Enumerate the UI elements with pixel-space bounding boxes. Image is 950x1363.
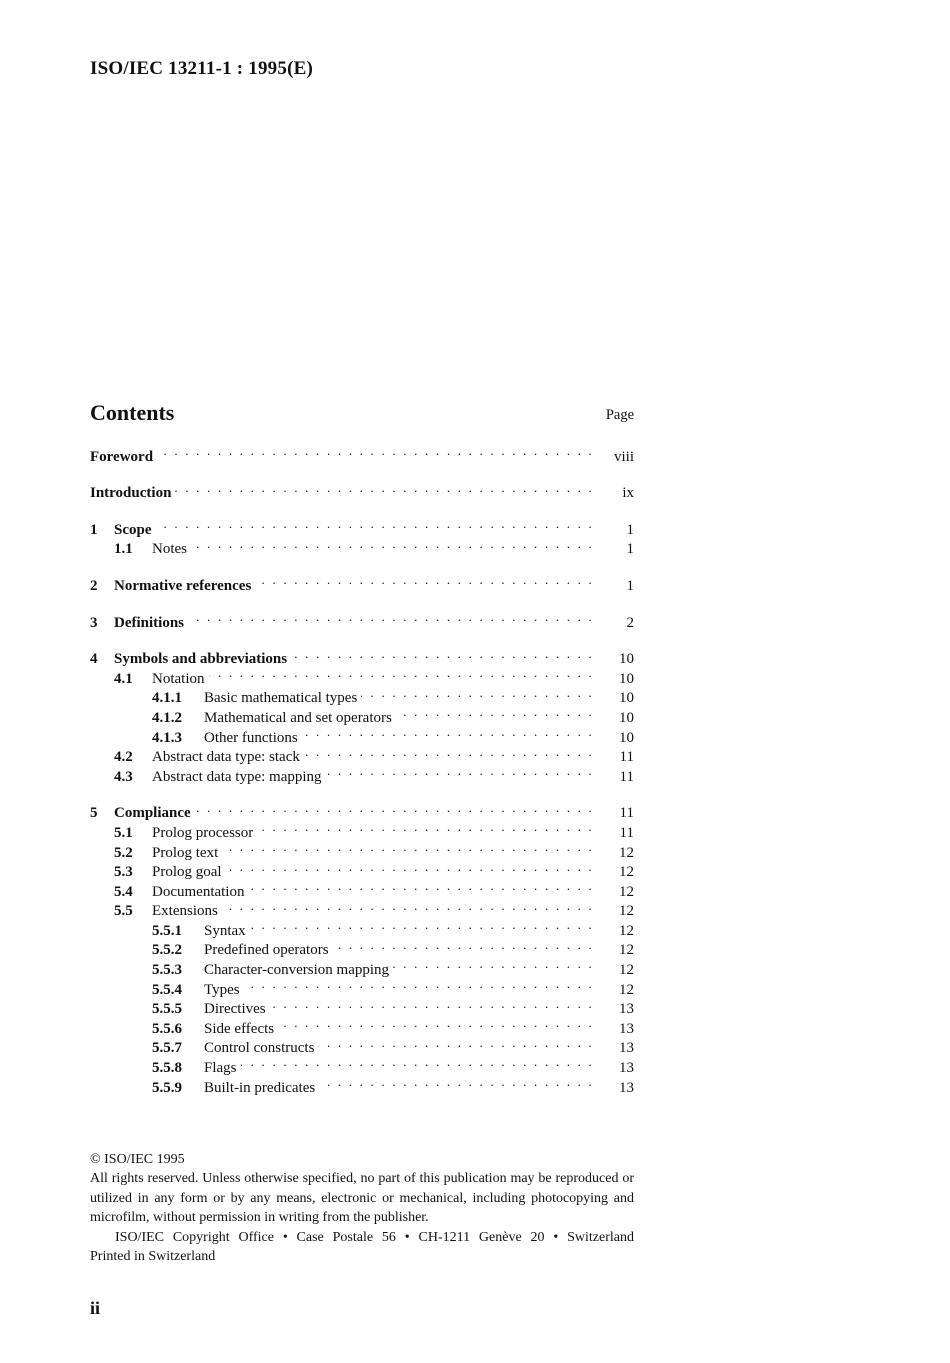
toc-entry-title: Extensions [152, 903, 218, 920]
toc-entry-page: 10 [619, 709, 634, 726]
toc-entry-number: 5.3 [114, 864, 133, 881]
toc-dot-leader [318, 1033, 594, 1053]
toc-dot-leader [291, 644, 594, 664]
toc-entry-number: 1.1 [114, 541, 133, 558]
toc-dot-leader [270, 994, 594, 1014]
toc-entry-title: Side effects [204, 1020, 275, 1037]
toc-entry-number: 3 [90, 614, 98, 631]
toc-entry-title: Flags [204, 1060, 237, 1077]
toc-dot-leader [250, 915, 594, 935]
toc-entry-number: 5.5 [114, 903, 133, 920]
toc-entry[interactable] [90, 857, 634, 881]
toc-entry-number: 4.2 [114, 749, 133, 766]
printed-in: Printed in Switzerland [90, 1249, 216, 1265]
toc-entry-title: Introduction [90, 485, 172, 502]
page-number: ii [90, 1298, 101, 1318]
toc-entry[interactable] [90, 441, 634, 465]
toc-entry-page: 12 [619, 844, 634, 861]
copyright-block [90, 1150, 634, 1266]
toc-entry[interactable] [90, 817, 634, 841]
toc-entry-title: Foreword [90, 448, 154, 465]
toc-entry[interactable] [90, 1013, 634, 1037]
toc-entry-number: 4.3 [114, 768, 133, 785]
toc-entry-number: 5 [90, 805, 98, 822]
toc-entry-number: 5.1 [114, 824, 133, 841]
toc-entry[interactable] [90, 876, 634, 900]
toc-entry-title: Built-in predicates [204, 1079, 316, 1096]
toc-dot-leader [195, 798, 594, 818]
toc-entry-page: 12 [619, 922, 634, 939]
toc-entry-title: Compliance [114, 805, 191, 822]
toc-entry[interactable] [90, 1052, 634, 1077]
toc-dot-leader [361, 683, 594, 703]
toc-entry-page: ix [622, 485, 634, 502]
toc-entry-page: 10 [619, 670, 634, 687]
toc-dot-leader [188, 607, 594, 627]
toc-entry[interactable] [90, 607, 634, 631]
toc-entry-title: Abstract data type: stack [152, 749, 300, 766]
toc-entry[interactable] [90, 837, 634, 861]
toc-entry[interactable] [90, 1033, 634, 1057]
page-column-label: Page [605, 407, 634, 423]
toc-entry-title: Prolog goal [152, 864, 222, 881]
toc-entry-title: Directives [204, 1001, 266, 1018]
toc-entry[interactable] [90, 478, 634, 502]
toc-entry[interactable] [90, 644, 634, 668]
toc-entry-title: Types [204, 981, 240, 998]
toc-entry-page: 10 [619, 729, 634, 746]
toc-entry-page: 1 [626, 577, 634, 594]
toc-entry-page: 13 [619, 1020, 634, 1037]
toc-entry[interactable] [90, 994, 634, 1018]
toc-dot-leader [244, 974, 594, 994]
toc-entry-page: 11 [619, 768, 634, 785]
toc-entry-title: Basic mathematical types [204, 690, 358, 707]
toc-entry-page: 11 [619, 805, 634, 822]
toc-entry-page: 12 [619, 962, 634, 979]
toc-entry-number: 1 [90, 521, 98, 538]
toc-entry-number: 4.1.2 [152, 709, 182, 726]
toc-entry[interactable] [90, 722, 634, 746]
toc-entry-title: Notation [152, 670, 205, 687]
toc-entry-page: 1 [626, 521, 634, 538]
toc-entry-title: Documentation [152, 883, 245, 900]
toc-dot-leader [156, 514, 595, 534]
toc-dot-leader [241, 1052, 594, 1072]
toc-dot-leader [248, 876, 594, 896]
toc-entry-page: 13 [619, 1060, 634, 1077]
toc-entry-page: 13 [619, 1079, 634, 1096]
toc-entry-page: 13 [619, 1040, 634, 1057]
copyright-body: All rights reserved. Unless otherwise specified, no part of this publication may be reproduced or utilized in any form or by any means, electronic or mechanical, including photocopying and microfilm, without permission in writing from the publisher. [90, 1171, 634, 1226]
toc-dot-leader [222, 896, 594, 916]
toc-dot-leader [333, 935, 594, 955]
toc-entry-page: 13 [619, 1001, 634, 1018]
toc-entry-title: Predefined operators [204, 942, 329, 959]
toc-entry[interactable] [90, 896, 634, 920]
contents-title: Contents [90, 400, 175, 425]
toc-entry-number: 4.1.1 [152, 690, 182, 707]
toc-dot-leader [278, 1013, 594, 1033]
toc-dot-leader [175, 478, 594, 498]
toc-entry-page: 12 [619, 864, 634, 881]
toc-entry[interactable] [90, 702, 634, 726]
toc-dot-leader [304, 742, 594, 762]
toc-dot-leader [226, 857, 594, 877]
toc-entry-number: 4 [90, 651, 98, 668]
toc-entry-page: 2 [626, 614, 634, 631]
toc-entry-page: 12 [619, 903, 634, 920]
toc-dot-leader [393, 954, 594, 974]
toc-entry[interactable] [90, 974, 634, 998]
toc-entry[interactable] [90, 1072, 634, 1096]
toc-entry[interactable] [90, 935, 634, 959]
toc-entry-title: Prolog processor [152, 824, 254, 841]
toc-entry-number: 4.1.3 [152, 729, 182, 746]
toc-entry-title: Symbols and abbreviations [114, 651, 288, 668]
toc-entry-title: Notes [152, 541, 187, 558]
toc-dot-leader [255, 570, 594, 590]
toc-entry-title: Control constructs [204, 1040, 315, 1057]
toc-entry-title: Mathematical and set operators [204, 709, 392, 726]
toc-dot-leader [222, 837, 594, 857]
toc-dot-leader [302, 722, 594, 742]
toc-entry[interactable] [90, 954, 634, 979]
toc-entry-title: Other functions [204, 729, 298, 746]
copyright-notice: © ISO/IEC 1995 [90, 1152, 185, 1167]
toc-entry-number: 5.5.8 [152, 1060, 182, 1077]
toc-entry-number: 2 [90, 577, 98, 594]
toc-entry-page: 1 [626, 541, 634, 558]
toc-entry-title: Normative references [114, 577, 252, 594]
toc-entry-title: Abstract data type: mapping [152, 768, 322, 785]
toc-entry[interactable] [90, 798, 634, 822]
toc-entry-number: 5.5.6 [152, 1020, 182, 1037]
toc-entry-page: 11 [619, 749, 634, 766]
toc-entry[interactable] [90, 915, 634, 939]
toc-entry-page: viii [613, 448, 634, 465]
toc-entry[interactable] [90, 534, 634, 558]
toc-entry[interactable] [90, 683, 634, 707]
table-of-contents [90, 441, 634, 1096]
toc-entry-number: 5.5.9 [152, 1079, 182, 1096]
toc-entry-page: 12 [619, 883, 634, 900]
toc-entry-page: 10 [619, 690, 634, 707]
toc-entry-number: 5.5.7 [152, 1040, 182, 1057]
toc-entry-number: 5.5.4 [152, 981, 182, 998]
toc-dot-leader [209, 663, 595, 683]
toc-entry-number: 5.2 [114, 844, 133, 861]
toc-entry[interactable] [90, 761, 634, 785]
toc-entry-page: 12 [619, 981, 634, 998]
toc-entry-page: 10 [619, 651, 634, 668]
toc-entry-title: Syntax [204, 922, 246, 939]
toc-dot-leader [257, 817, 594, 837]
toc-entry-number: 5.5.2 [152, 942, 182, 959]
toc-entry-number: 5.5.5 [152, 1001, 182, 1018]
toc-entry-number: 5.5.3 [152, 962, 182, 979]
copyright-office-address: ISO/IEC Copyright Office • Case Postale 56 • CH-1211 Genève 20 • Switzerland [115, 1229, 634, 1245]
toc-entry-number: 5.5.1 [152, 922, 182, 939]
toc-entry-number: 5.4 [114, 883, 133, 900]
toc-entry[interactable] [90, 742, 634, 766]
document-header: ISO/IEC 13211-1 : 1995(E) [90, 58, 313, 79]
toc-entry[interactable] [90, 663, 634, 687]
toc-dot-leader [319, 1072, 594, 1092]
toc-entry-title: Definitions [114, 614, 185, 631]
toc-entry-title: Scope [114, 521, 152, 538]
toc-entry-title: Character-conversion mapping [204, 962, 390, 979]
toc-entry-page: 11 [619, 824, 634, 841]
toc-entry-number: 4.1 [114, 670, 133, 687]
toc-dot-leader [396, 702, 594, 722]
toc-dot-leader [157, 441, 594, 461]
toc-entry[interactable] [90, 514, 634, 538]
toc-entry-title: Prolog text [152, 844, 219, 861]
toc-dot-leader [326, 761, 594, 781]
toc-entry[interactable] [90, 570, 634, 594]
toc-entry-page: 12 [619, 942, 634, 959]
toc-dot-leader [191, 534, 594, 554]
